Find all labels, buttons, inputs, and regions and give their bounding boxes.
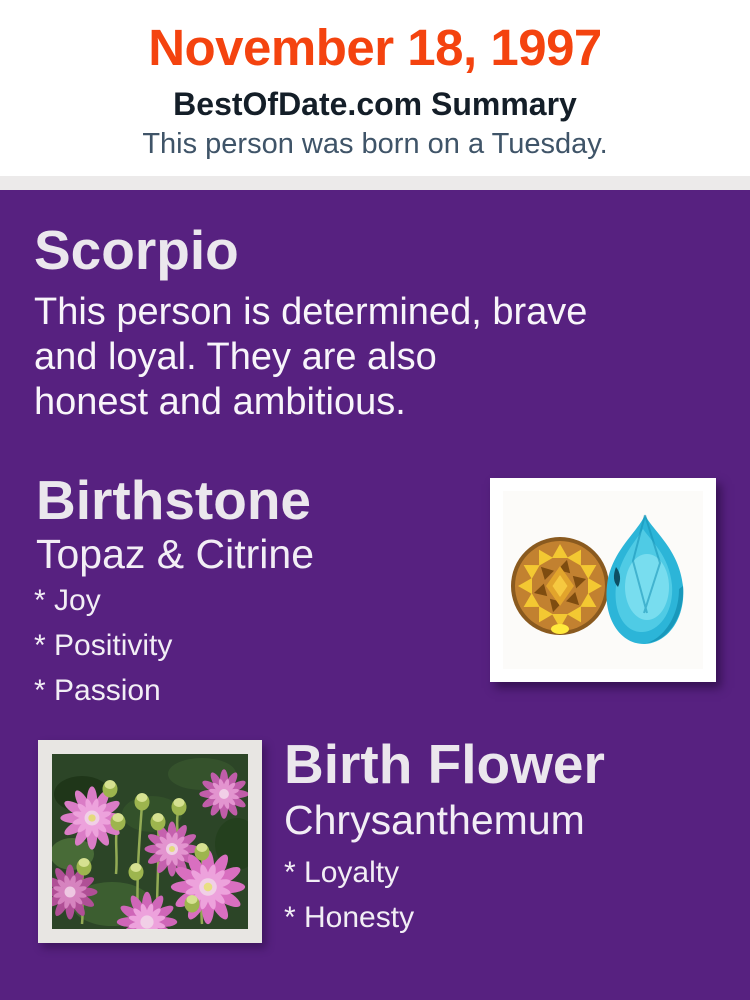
main-purple-section	[0, 190, 750, 1000]
birth-flower-trait: * Honesty	[284, 901, 415, 934]
zodiac-description-line: honest and ambitious.	[34, 381, 406, 423]
birthstone-trait: * Positivity	[34, 629, 173, 662]
birth-flower-trait-list	[284, 858, 414, 933]
header	[0, 0, 750, 176]
birthstone-trait: * Joy	[34, 584, 101, 617]
chrysanthemum-image	[52, 754, 248, 929]
birthstone-trait: * Passion	[34, 674, 161, 707]
flower-photo-card	[38, 740, 262, 943]
topaz-citrine-gems-image	[503, 491, 703, 669]
header-divider	[0, 176, 750, 191]
birthstone-heading: Birthstone	[36, 469, 311, 531]
page-title-date: November 18, 1997	[148, 19, 602, 76]
zodiac-description-line: and loyal. They are also	[34, 336, 437, 378]
birthstone-name: Topaz & Citrine	[36, 531, 315, 577]
site-summary-subtitle: BestOfDate.com Summary	[173, 86, 577, 122]
citrine-gem	[511, 537, 609, 635]
birthstone-trait-list	[34, 586, 172, 706]
zodiac-heading: Scorpio	[34, 219, 239, 281]
birth-flower-name: Chrysanthemum	[284, 797, 585, 843]
birth-flower-heading: Birth Flower	[284, 733, 605, 795]
zodiac-description-line: This person is determined, brave	[34, 291, 588, 333]
birth-flower-trait: * Loyalty	[284, 856, 400, 889]
gems-photo-card	[490, 478, 716, 682]
born-day-line: This person was born on a Tuesday.	[142, 128, 608, 160]
zodiac-description	[34, 290, 734, 425]
